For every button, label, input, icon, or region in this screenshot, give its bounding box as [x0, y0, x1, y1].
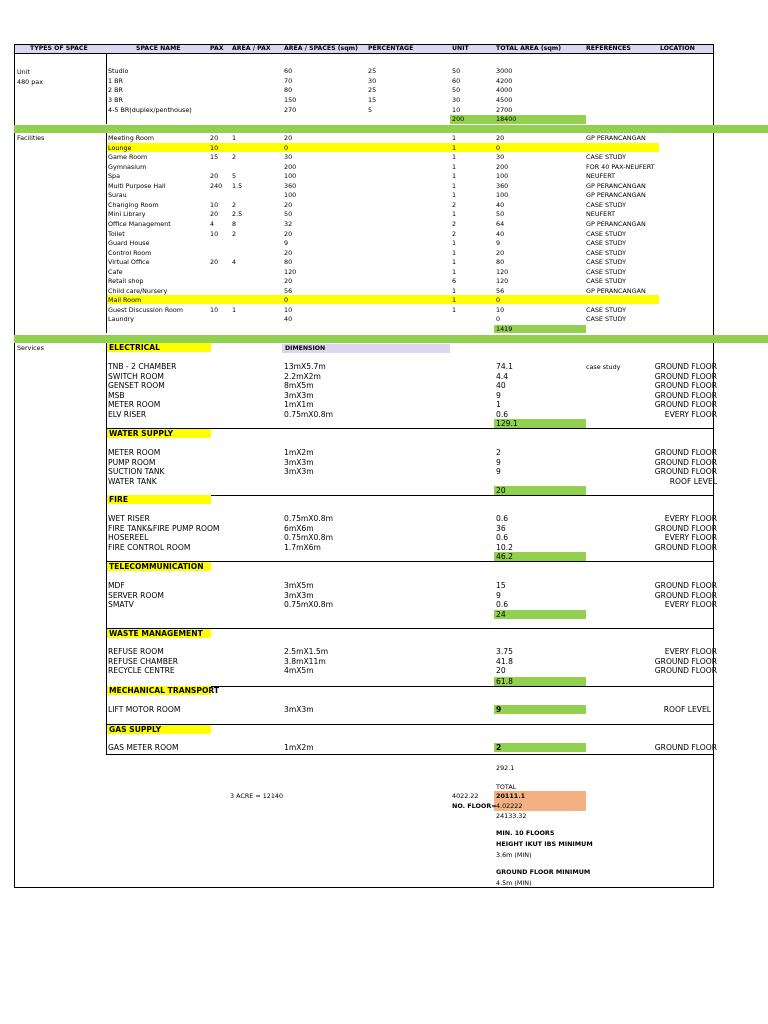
- facility-row-total: 64: [496, 219, 505, 228]
- facility-row-area: 20: [284, 277, 293, 286]
- facility-row-pax: 10: [210, 200, 219, 209]
- service-row-area: 40: [496, 381, 506, 391]
- facility-row-unit: 1: [452, 153, 457, 162]
- unit-row-name: 1 BR: [108, 76, 123, 85]
- facility-row-area: 40: [284, 315, 293, 324]
- service-row-area: 2: [496, 743, 502, 752]
- service-row-area: 1: [496, 400, 501, 410]
- facility-row-total: 0: [496, 296, 501, 305]
- facility-row-area-per-pax: 2: [232, 153, 237, 162]
- unit-row-percentage: 15: [368, 96, 377, 105]
- service-row-location: GROUND FLOOR: [654, 542, 717, 552]
- facility-row-reference: GP PERANCANGAN: [586, 191, 646, 200]
- facility-row-area: 200: [284, 162, 297, 171]
- service-row-location: GROUND FLOOR: [654, 590, 717, 600]
- col-header-area-pax: AREA / PAX: [232, 45, 271, 52]
- service-row-dimension: 3.8mX11m: [284, 656, 326, 666]
- facility-row-total: 0: [496, 315, 501, 324]
- service-row-location: EVERY FLOOR: [664, 600, 717, 610]
- service-row-location: GROUND FLOOR: [654, 390, 717, 400]
- service-group-title-mech: MECHANICAL TRANSPORT: [109, 686, 220, 695]
- service-row-name: FIRE CONTROL ROOM: [108, 542, 191, 552]
- service-row-dimension: 1mX1m: [284, 400, 314, 410]
- ground-floor-value: 4.5m (MIN): [496, 879, 532, 887]
- service-row-location: GROUND FLOOR: [654, 381, 717, 391]
- facility-row-reference: CASE STUDY: [586, 248, 627, 257]
- service-row-area: 9: [496, 590, 501, 600]
- facility-row-unit: 1: [452, 296, 457, 305]
- service-row-location: GROUND FLOOR: [654, 581, 717, 590]
- facility-row-reference: FOR 40 PAX-NEUFERT: [586, 162, 655, 171]
- service-row-name: REFUSE ROOM: [108, 647, 164, 656]
- col-header-pax: PAX: [210, 45, 224, 52]
- service-row-location: EVERY FLOOR: [664, 533, 717, 543]
- service-row-name: SUCTION TANK: [108, 467, 165, 477]
- facility-row-unit: 6: [452, 277, 457, 286]
- facility-row-reference: CASE STUDY: [586, 229, 627, 238]
- service-row-dimension: 3mX3m: [284, 390, 314, 400]
- facility-row-unit: 1: [452, 134, 457, 142]
- service-row-area: 10.2: [496, 542, 513, 552]
- facility-row-name: Virtual Office: [108, 258, 150, 267]
- facility-row-area-per-pax: 2: [232, 229, 237, 238]
- service-row-area: 9: [496, 467, 501, 477]
- facility-row-name: Control Room: [108, 248, 152, 257]
- unit-row-area: 270: [284, 105, 297, 114]
- facility-row-pax: 15: [210, 153, 219, 162]
- facility-row-area: 360: [284, 181, 297, 190]
- facility-row-total: 100: [496, 172, 509, 181]
- service-row-name: GAS METER ROOM: [108, 743, 179, 752]
- unit-row-count: 10: [452, 105, 461, 114]
- facility-row-name: Lounge: [108, 143, 132, 152]
- service-row-dimension: 8mX5m: [284, 381, 314, 391]
- total-label: TOTAL: [496, 783, 517, 791]
- facility-row-unit: 1: [452, 267, 457, 276]
- col-header-area-spaces: AREA / SPACES (sqm): [284, 45, 358, 52]
- unit-row-area: 150: [284, 96, 297, 105]
- service-row-location: GROUND FLOOR: [654, 362, 717, 371]
- service-row-dimension: 0.75mX0.8m: [284, 514, 333, 523]
- facility-row-pax: 4: [210, 219, 215, 228]
- service-group-title-electrical: ELECTRICAL: [109, 343, 160, 352]
- facility-row-name: Guest Discussion Room: [108, 305, 184, 314]
- facility-row-reference: CASE STUDY: [586, 277, 627, 286]
- facility-row-reference: GP PERANCANGAN: [586, 219, 646, 228]
- col-header-references: REFERENCES: [586, 45, 631, 52]
- service-row-name: REFUSE CHAMBER: [108, 656, 179, 666]
- unit-row-name: 4-5 BR(duplex/penthouse): [108, 105, 192, 114]
- unit-sum-count: 200: [452, 115, 465, 123]
- unit-row-total: 4500: [496, 96, 513, 105]
- service-row-dimension: 2.2mX2m: [284, 371, 321, 381]
- service-row-area: 4.4: [496, 371, 509, 381]
- facility-row-area: 20: [284, 200, 293, 209]
- facility-row-name: Surau: [108, 191, 127, 200]
- service-row-location: GROUND FLOOR: [654, 457, 717, 467]
- service-row-name: MSB: [108, 390, 125, 400]
- facility-row-area: 20: [284, 248, 293, 257]
- facility-row-area: 32: [284, 219, 293, 228]
- col-header-percentage: PERCENTAGE: [368, 45, 414, 52]
- facility-row-area: 9: [284, 239, 289, 248]
- service-row-location: GROUND FLOOR: [654, 743, 717, 752]
- service-row-dimension: 0.75mX0.8m: [284, 533, 333, 543]
- service-row-location: GROUND FLOOR: [654, 448, 717, 457]
- facility-row-unit: 2: [452, 219, 457, 228]
- facility-row-area: 100: [284, 191, 297, 200]
- service-row-name: SERVER ROOM: [108, 590, 164, 600]
- facility-row-name: Game Room: [108, 153, 148, 162]
- service-group-title-water: WATER SUPPLY: [109, 429, 174, 438]
- facility-row-area: 30: [284, 153, 293, 162]
- facility-row-area: 0: [284, 296, 289, 305]
- ground-floor-note: GROUND FLOOR MINIMUM: [496, 868, 591, 876]
- service-group-sum-water: 20: [496, 486, 506, 495]
- facility-row-name: Gymnasium: [108, 162, 147, 171]
- facility-row-unit: 1: [452, 258, 457, 267]
- facility-row-area: 20: [284, 229, 293, 238]
- facility-row-total: 360: [496, 181, 509, 190]
- col-header-name: SPACE NAME: [136, 45, 181, 52]
- facility-row-name: Changing Room: [108, 200, 159, 209]
- facility-row-area: 20: [284, 134, 293, 142]
- facility-row-unit: 1: [452, 286, 457, 295]
- facility-row-total: 50: [496, 210, 505, 219]
- facility-row-total: 40: [496, 200, 505, 209]
- facility-row-unit: 1: [452, 172, 457, 181]
- facility-row-reference: CASE STUDY: [586, 305, 627, 314]
- service-row-location: GROUND FLOOR: [654, 666, 717, 676]
- service-row-name: METER ROOM: [108, 400, 161, 410]
- service-row-name: FIRE TANK&FIRE PUMP ROOM: [108, 523, 220, 533]
- facility-row-unit: 1: [452, 143, 457, 152]
- service-group-sum-cell: [494, 486, 586, 495]
- unit-sum-cell: [450, 115, 586, 124]
- highlight-lounge-row: [107, 143, 659, 152]
- grand-total: 20111.1: [496, 792, 526, 800]
- facility-row-total: 120: [496, 277, 509, 286]
- facility-row-reference: NEUFERT: [586, 172, 616, 181]
- service-row-location: EVERY FLOOR: [664, 514, 717, 523]
- service-row-area: 41.8: [496, 656, 513, 666]
- site-area: 4022.22: [452, 792, 479, 800]
- services-total: 292.1: [496, 764, 515, 772]
- unit-row-count: 50: [452, 67, 461, 75]
- facility-row-reference: NEUFERT: [586, 210, 616, 219]
- service-group-sum-electrical: 129.1: [496, 419, 518, 428]
- service-row-dimension: 0.75mX0.8m: [284, 410, 333, 419]
- service-row-location: ROOF LEVEL: [663, 705, 711, 714]
- section-label-services: Services: [17, 344, 44, 352]
- service-row-name: MDF: [108, 581, 125, 590]
- facility-row-name: Mini Library: [108, 210, 146, 219]
- facility-row-area: 0: [284, 143, 289, 152]
- service-row-location: GROUND FLOOR: [654, 467, 717, 477]
- unit-row-name: 3 BR: [108, 96, 123, 105]
- highlight-mail-room-row: [107, 295, 659, 304]
- unit-row-percentage: 25: [368, 67, 377, 75]
- section-divider-band: [14, 125, 768, 133]
- facility-row-total: 30: [496, 153, 505, 162]
- unit-sum-total: 18400: [496, 115, 517, 123]
- facility-row-name: Cafe: [108, 267, 123, 276]
- unit-row-area: 80: [284, 86, 293, 95]
- facility-row-total: 20: [496, 134, 505, 142]
- service-row-name: LIFT MOTOR ROOM: [108, 705, 181, 714]
- service-row-dimension: 3mX3m: [284, 467, 314, 477]
- facility-row-unit: 2: [452, 229, 457, 238]
- facility-row-reference: CASE STUDY: [586, 239, 627, 248]
- facility-row-pax: 10: [210, 229, 219, 238]
- service-group-sum-telecom: 24: [496, 610, 506, 619]
- service-row-dimension: 4mX5m: [284, 666, 314, 676]
- facility-row-unit: 2: [452, 200, 457, 209]
- facility-row-reference: GP PERANCANGAN: [586, 181, 646, 190]
- service-row-dimension: 3mX3m: [284, 590, 314, 600]
- column-divider: [106, 54, 107, 124]
- unit-row-name: 2 BR: [108, 86, 123, 95]
- facility-row-total: 0: [496, 143, 501, 152]
- service-group-sum-cell: [494, 610, 586, 619]
- service-row-dimension: 13mX5.7m: [284, 362, 326, 371]
- facility-row-area-per-pax: 4: [232, 258, 237, 267]
- unit-row-total: 2700: [496, 105, 513, 114]
- facility-row-unit: 1: [452, 191, 457, 200]
- unit-row-count: 50: [452, 86, 461, 95]
- service-row-name: PUMP ROOM: [108, 457, 156, 467]
- facility-row-total: 20: [496, 248, 505, 257]
- service-row-area: 74.1: [496, 362, 513, 371]
- service-row-area: 20: [496, 666, 506, 676]
- facility-row-pax: 10: [210, 305, 219, 314]
- service-group-title-telecom: TELECOMMUNICATION: [109, 562, 204, 571]
- unit-row-percentage: 25: [368, 86, 377, 95]
- facility-row-unit: 1: [452, 162, 457, 171]
- facility-row-name: Meeting Room: [108, 134, 154, 142]
- facility-row-reference: CASE STUDY: [586, 315, 627, 324]
- service-row-dimension: 1mX2m: [284, 743, 314, 752]
- unit-row-percentage: 30: [368, 76, 377, 85]
- service-row-area: 15: [496, 581, 506, 590]
- unit-row-name: Studio: [108, 67, 129, 75]
- unit-row-total: 4200: [496, 76, 513, 85]
- service-row-area: 3.75: [496, 647, 513, 656]
- section-sublabel-pax: 480 pax: [17, 78, 43, 86]
- service-group-sum-cell: [494, 705, 586, 714]
- section-label-unit: Unit: [17, 68, 31, 76]
- min-floors-note: MIN. 10 FLOORS: [496, 829, 555, 837]
- service-row-area: 0.6: [496, 533, 509, 543]
- service-row-area: 0.6: [496, 514, 509, 523]
- service-row-name: HOSEREEL: [108, 533, 149, 543]
- facility-row-area-per-pax: 5: [232, 172, 237, 181]
- facility-row-pax: 240: [210, 181, 223, 190]
- service-group-title-gas: GAS SUPPLY: [109, 725, 162, 734]
- services-end-line: [106, 754, 714, 755]
- facility-row-name: Multi Purpose Hall: [108, 181, 166, 190]
- service-row-area: 9: [496, 457, 501, 467]
- service-group-title-fire: FIRE: [109, 495, 129, 504]
- facility-row-name: Laundry: [108, 315, 135, 324]
- facility-row-pax: 20: [210, 172, 219, 181]
- unit-row-total: 4000: [496, 86, 513, 95]
- facility-row-name: Spa: [108, 172, 121, 181]
- facility-row-name: Guard House: [108, 239, 150, 248]
- service-row-name: SMATV: [108, 600, 134, 610]
- service-row-name: WET RISER: [108, 514, 150, 523]
- service-row-location: EVERY FLOOR: [664, 410, 717, 419]
- facility-row-name: Retail shop: [108, 277, 144, 286]
- service-row-dimension: 0.75mX0.8m: [284, 600, 333, 610]
- facility-row-unit: 1: [452, 248, 457, 257]
- facility-row-reference: GP PERANCANGAN: [586, 286, 646, 295]
- facility-row-total: 10: [496, 305, 505, 314]
- acre-note: 3 ACRE = 12140: [230, 792, 284, 800]
- facility-row-area-per-pax: 1: [232, 305, 237, 314]
- facility-row-reference: CASE STUDY: [586, 200, 627, 209]
- col-header-type: TYPES OF SPACE: [30, 45, 88, 52]
- facility-row-area: 80: [284, 258, 293, 267]
- facility-row-pax: 20: [210, 134, 219, 142]
- service-row-area: 0.6: [496, 600, 509, 610]
- service-row-dimension: 2.5mX1.5m: [284, 647, 329, 656]
- service-group-sum-waste: 61.8: [496, 677, 513, 686]
- facility-row-total: 40: [496, 229, 505, 238]
- floors-label: NO. FLOOR=: [452, 802, 497, 810]
- facility-row-area: 100: [284, 172, 297, 181]
- service-row-dimension: 3mX3m: [284, 705, 314, 714]
- service-row-name: METER ROOM: [108, 448, 161, 457]
- service-row-area: 9: [496, 390, 501, 400]
- service-row-area: 9: [496, 705, 502, 714]
- facility-row-unit: 1: [452, 181, 457, 190]
- service-row-location: GROUND FLOOR: [654, 371, 717, 381]
- floors-value: 4.02222: [496, 802, 523, 810]
- facility-row-unit: 1: [452, 210, 457, 219]
- service-row-name: WATER TANK: [108, 476, 157, 486]
- service-row-name: RECYCLE CENTRE: [108, 666, 175, 676]
- unit-row-count: 30: [452, 96, 461, 105]
- facility-row-unit: 1: [452, 239, 457, 248]
- unit-row-area: 70: [284, 76, 293, 85]
- service-group-sum-fire: 46.2: [496, 552, 513, 561]
- service-row-location: GROUND FLOOR: [654, 523, 717, 533]
- facility-row-total: 100: [496, 191, 509, 200]
- unit-row-count: 60: [452, 76, 461, 85]
- facility-row-reference: CASE STUDY: [586, 267, 627, 276]
- service-row-area: 2: [496, 448, 501, 457]
- facility-row-pax: 20: [210, 258, 219, 267]
- facility-row-area: 56: [284, 286, 293, 295]
- service-group-title-waste: WASTE MANAGEMENT: [109, 629, 203, 638]
- facility-row-area: 10: [284, 305, 293, 314]
- facility-row-area-per-pax: 1: [232, 134, 237, 142]
- facility-row-total: 120: [496, 267, 509, 276]
- dimension-header: DIMENSION: [285, 345, 326, 352]
- unit-row-total: 3000: [496, 67, 513, 75]
- facility-row-name: Office Management: [108, 219, 171, 228]
- section-label-facilities: Facilities: [17, 134, 45, 142]
- service-row-location: EVERY FLOOR: [664, 647, 717, 656]
- col-header-total: TOTAL AREA (sqm): [496, 45, 562, 52]
- section-divider-band: [14, 335, 768, 343]
- unit-row-area: 60: [284, 67, 293, 75]
- service-row-dimension: 3mX5m: [284, 581, 314, 590]
- service-row-name: TNB - 2 CHAMBER: [108, 362, 177, 371]
- facilities-sum-total: 1419: [496, 325, 513, 333]
- service-row-dimension: 6mX6m: [284, 523, 314, 533]
- facility-row-pax: 10: [210, 143, 219, 152]
- service-row-name: ELV RISER: [108, 410, 147, 419]
- facility-row-total: 200: [496, 162, 509, 171]
- facility-row-area-per-pax: 2.5: [232, 210, 243, 219]
- facility-row-pax: 20: [210, 210, 219, 219]
- facility-row-reference: GP PERANCANGAN: [586, 134, 646, 142]
- service-row-reference: case study: [586, 363, 621, 371]
- facility-row-reference: CASE STUDY: [586, 258, 627, 267]
- service-row-location: GROUND FLOOR: [654, 656, 717, 666]
- height-value: 3.6m (MIN): [496, 851, 532, 859]
- facility-row-area: 50: [284, 210, 293, 219]
- facility-row-total: 56: [496, 286, 505, 295]
- facility-row-name: Child care/Nursery: [108, 286, 168, 295]
- facility-row-name: Mail Room: [108, 296, 142, 305]
- facility-row-reference: CASE STUDY: [586, 153, 627, 162]
- col-header-location: LOCATION: [660, 45, 695, 52]
- service-row-dimension: 1.7mX6m: [284, 542, 321, 552]
- facility-row-area-per-pax: 2: [232, 200, 237, 209]
- facility-row-area: 120: [284, 267, 297, 276]
- facility-row-total: 9: [496, 239, 501, 248]
- facility-row-area-per-pax: 8: [232, 219, 237, 228]
- service-row-location: ROOF LEVEL: [669, 476, 717, 486]
- service-row-location: GROUND FLOOR: [654, 400, 717, 410]
- service-row-dimension: 1mX2m: [284, 448, 314, 457]
- col-header-unit: UNIT: [452, 45, 469, 52]
- facility-row-name: Toilet: [108, 229, 125, 238]
- unit-row-percentage: 5: [368, 105, 373, 114]
- service-group-sum-cell: [494, 743, 586, 752]
- service-row-area: 0.6: [496, 410, 509, 419]
- service-row-name: GENSET ROOM: [108, 381, 165, 391]
- facility-row-area-per-pax: 1.5: [232, 181, 243, 190]
- facility-row-total: 80: [496, 258, 505, 267]
- extra-value: 24133.32: [496, 812, 527, 820]
- service-row-name: SWITCH ROOM: [108, 371, 164, 381]
- height-note: HEIGHT IKUT IBS MINIMUM: [496, 840, 593, 848]
- service-row-area: 36: [496, 523, 506, 533]
- service-row-dimension: 3mX3m: [284, 457, 314, 467]
- facility-row-unit: 1: [452, 305, 457, 314]
